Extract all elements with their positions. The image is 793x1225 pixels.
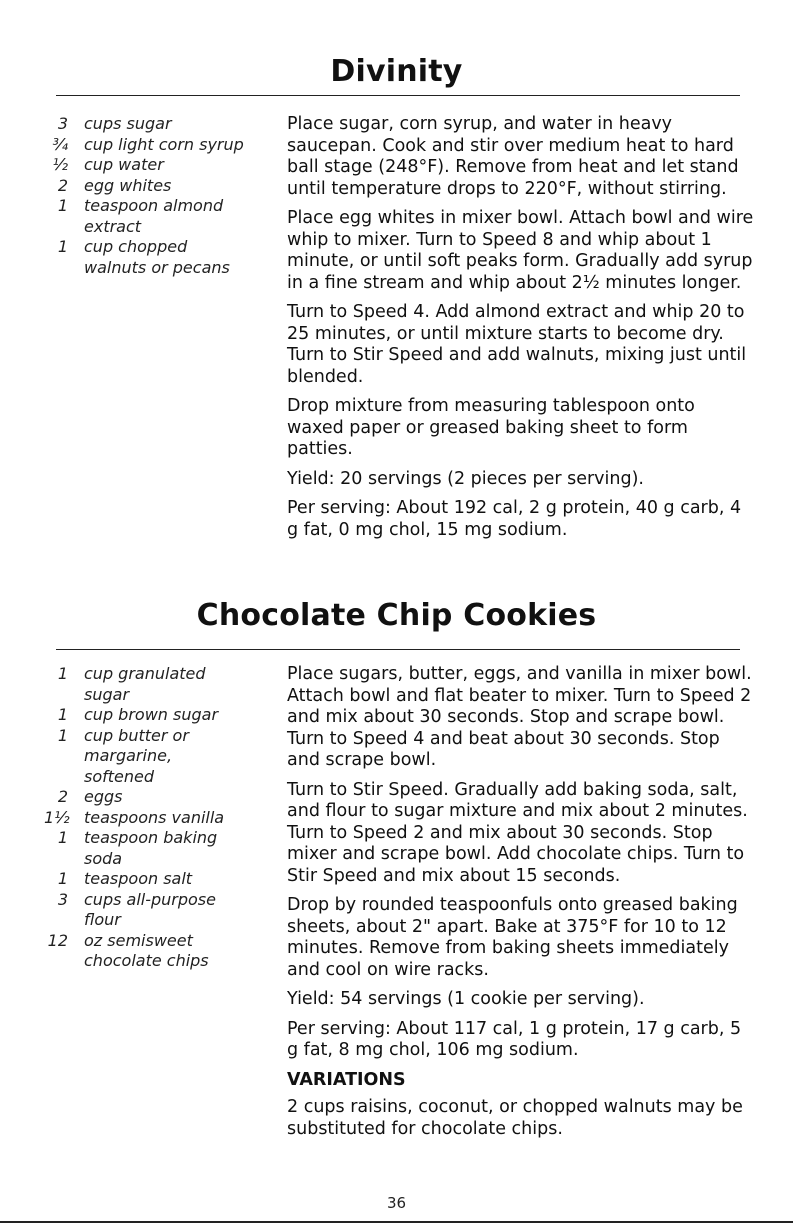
- ingredient-text: teaspoon almond extract: [84, 196, 224, 236]
- recipe-yield: Yield: 54 servings (1 cookie per serving).: [287, 989, 645, 1009]
- ingredient-qty: 1: [57, 725, 68, 745]
- ingredient-qty: 1: [57, 828, 68, 847]
- ingredient-text: teaspoon salt: [84, 869, 193, 888]
- nutrition-info: Per serving: About 117 cal, 1 g protein, 17 g carb, 5 g fat, 8 mg chol, 106 mg sodium.: [287, 1018, 742, 1060]
- ingredient-item: [44, 196, 274, 237]
- ingredient-item: [44, 726, 274, 788]
- method-step: Place egg whites in mixer bowl. Attach bowl and wire whip to mixer. Turn to Speed 8 and whip about 1 minute, or until soft peaks form. Gradually add syrup in a fine stream and whip about 2½ minutes longer.: [287, 208, 754, 293]
- ingredient-item: [44, 114, 274, 135]
- ingredient-text: cup light corn syrup: [84, 134, 244, 154]
- ingredient-qty: 1½: [44, 807, 70, 827]
- cookies-title: Chocolate Chip Cookies: [196, 598, 597, 633]
- ingredient-text: cup brown sugar: [84, 705, 219, 724]
- ingredient-text: cup water: [84, 155, 164, 174]
- ingredient-text: teaspoon baking soda: [84, 828, 218, 868]
- ingredient-item: [44, 176, 274, 197]
- ingredient-text: cups all-purpose flour: [84, 889, 216, 929]
- ingredient-item: [44, 787, 274, 808]
- ingredient-text: cups sugar: [84, 114, 172, 133]
- method-step: Place sugar, corn syrup, and water in heavy saucepan. Cook and stir over medium heat to hard ball stage (248°F). Remove from heat and let stand until temperature drops to 220°F, without stirring.: [287, 114, 739, 199]
- ingredient-qty: 1: [57, 196, 68, 215]
- ingredient-item: [44, 931, 274, 972]
- divinity-ingredient-list: [44, 114, 274, 278]
- ingredient-qty: 12: [47, 930, 68, 950]
- ingredient-qty: 1: [57, 237, 68, 256]
- divinity-title-rule: [56, 95, 740, 96]
- ingredient-qty: ½: [52, 155, 68, 174]
- ingredient-qty: 1: [57, 664, 68, 683]
- method-step: Place sugars, butter, eggs, and vanilla in mixer bowl. Attach bowl and flat beater to mixer. Turn to Speed 2 and mix about 30 seconds. Stop and scrape bowl. Turn to Speed 4 and beat about 30 seconds. Stop and scrape bowl.: [287, 664, 752, 770]
- ingredient-text: eggs: [84, 787, 123, 806]
- divinity-title: Divinity: [330, 54, 463, 89]
- method-step: Turn to Stir Speed. Gradually add baking soda, salt, and flour to sugar mixture and mix about 2 minutes. Turn to Speed 2 and mix about 30 seconds. Stop mixer and scrape bowl. Add chocolate chips. Turn to Stir Speed and mix about 15 seconds.: [287, 779, 748, 886]
- ingredient-qty: 1: [57, 869, 68, 888]
- ingredient-item: [44, 664, 274, 705]
- bottom-rule: [0, 1221, 793, 1223]
- ingredient-text: egg whites: [84, 175, 172, 195]
- method-step: Drop by rounded teaspoonfuls onto greased baking sheets, about 2" apart. Bake at 375°F for 10 to 12 minutes. Remove from baking sheets immediately and cool on wire racks.: [287, 895, 738, 980]
- ingredient-item: [44, 808, 274, 829]
- cookies-title-rule: [56, 649, 740, 650]
- ingredient-text: cup butter or margarine, softened: [84, 725, 189, 786]
- divinity-method: [287, 114, 755, 549]
- ingredient-qty: ¾: [52, 134, 68, 154]
- cookies-ingredient-list: [44, 664, 274, 972]
- method-step: Drop mixture from measuring tablespoon onto waxed paper or greased baking sheet to form patties.: [287, 396, 695, 459]
- ingredient-qty: 3: [57, 889, 68, 909]
- page-number: 36: [386, 1194, 407, 1212]
- ingredient-item: [44, 869, 274, 890]
- ingredient-qty: 3: [57, 114, 68, 133]
- ingredient-text: oz semisweet chocolate chips: [84, 930, 209, 970]
- ingredient-qty: 1: [57, 705, 68, 724]
- ingredient-text: cup chopped walnuts or pecans: [84, 237, 230, 277]
- ingredient-qty: 2: [57, 175, 68, 195]
- ingredient-item: [44, 705, 274, 726]
- recipe-yield: Yield: 20 servings (2 pieces per serving).: [287, 468, 644, 489]
- variations-text: 2 cups raisins, coconut, or chopped walnuts may be substituted for chocolate chips.: [287, 1097, 743, 1139]
- method-step: Turn to Speed 4. Add almond extract and whip 20 to 25 minutes, or until mixture starts to become dry. Turn to Stir Speed and add walnuts, mixing just until blended.: [287, 302, 747, 387]
- ingredient-qty: 2: [57, 787, 68, 806]
- cookies-method: [287, 664, 755, 1148]
- ingredient-text: cup granulated sugar: [84, 664, 206, 704]
- ingredient-item: [44, 828, 274, 869]
- ingredient-item: [44, 155, 274, 176]
- variations-heading: VARIATIONS: [287, 1069, 406, 1090]
- ingredient-item: [44, 237, 274, 278]
- ingredient-item: [44, 890, 274, 931]
- nutrition-info: Per serving: About 192 cal, 2 g protein, 40 g carb, 4 g fat, 0 mg chol, 15 mg sodium.: [287, 498, 742, 540]
- ingredient-item: [44, 135, 274, 156]
- ingredient-text: teaspoons vanilla: [84, 807, 225, 827]
